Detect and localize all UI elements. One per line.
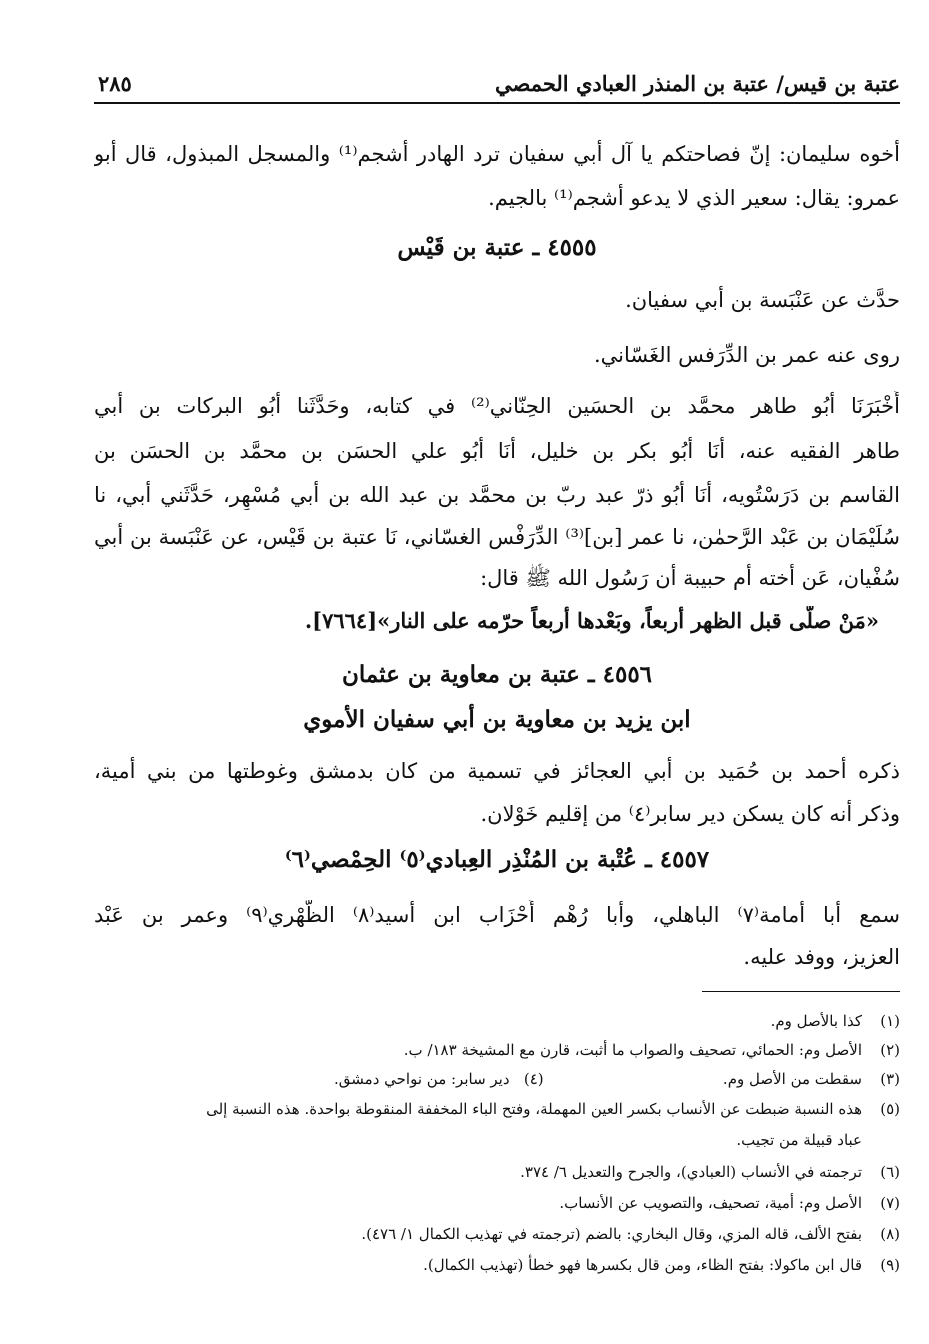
footnote-number: (٩) xyxy=(880,1256,900,1274)
footnote-number: (٣) xyxy=(880,1070,900,1088)
footnote-text: كذا بالأصل وم. xyxy=(770,1012,862,1030)
footnote xyxy=(94,1161,900,1183)
body-line: أخوه سليمان: إنّ فصاحتكم يا آل أبي سفيان ترد الهادر أشجم⁽¹⁾ والمسجل المبذول، قال أبو xyxy=(94,142,900,166)
body-line: أَخْبَرَنَا أبُو طاهر محمَّد بن الحسَين الحِنّاني⁽²⁾ في كتابه، وحَدَّثَنا أبُو البركات بن أبي xyxy=(94,394,900,418)
footnote-number: (٥) xyxy=(880,1100,900,1118)
footnote-number: (٦) xyxy=(880,1163,900,1181)
footnote-number: (١) xyxy=(880,1012,900,1030)
footnote-number: (٨) xyxy=(880,1225,900,1243)
entry-heading-4556-continued: ابن يزيد بن معاوية بن أبي سفيان الأموي xyxy=(303,706,691,733)
page-header xyxy=(94,62,900,104)
hadith-quote: «مَنْ صلّى قبل الظهر أربعاً، وبَعْدها أربعاً حرّمه على النار»[٧٦٦٤]. xyxy=(304,608,879,633)
body-line: القاسم بن دَرَسْتُويه، أنَا أبُو ذرّ عبد ربّ بن محمَّد بن عبد الله بن أبي مُسْهِر، حَدَّثَني أبي، نا xyxy=(94,483,900,507)
body-line: ذكره أحمد بن حُمَيد بن أبي العجائز في تسمية من كان بدمشق وغوطتها من بني أمية، xyxy=(94,759,900,783)
entry-heading-4557: ٤٥٥٧ ـ عُتْبة بن المُنْذِر العِبادي⁽٥⁾ الحِمْصي⁽٦⁾ xyxy=(284,846,710,873)
footnote xyxy=(94,1010,900,1032)
body-line: وذكر أنه كان يسكن دير سابر⁽٤⁾ من إقليم خَوْلان. xyxy=(480,802,900,826)
footnote-inline xyxy=(334,1068,544,1090)
footnote xyxy=(94,1068,900,1090)
footnote xyxy=(94,1254,900,1276)
footnote xyxy=(94,1098,900,1120)
footnote-continuation: عباد قبيلة من تجيب. xyxy=(736,1131,862,1149)
footnote-text: بفتح الألف، قاله المزي، وقال البخاري: بالضم (ترجمته في تهذيب الكمال ١/ ٤٧٦). xyxy=(361,1225,862,1243)
footnote xyxy=(94,1039,900,1061)
body-line: روى عنه عمر بن الدِّرَفس الغَسّاني. xyxy=(593,343,900,367)
running-title: عتبة بن قيس/ عتبة بن المنذر العبادي الحمصي xyxy=(495,71,900,96)
footnote xyxy=(94,1223,900,1245)
footnote-text: الأصل وم: الحمائي، تصحيف والصواب ما أثبت، قارن مع المشيخة ١٨٣/ ب. xyxy=(403,1041,862,1059)
footnote-text: ترجمته في الأنساب (العبادي)، والجرح والتعديل ٦/ ٣٧٤. xyxy=(520,1163,862,1181)
body-line: طاهر الفقيه عنه، أنَا أبُو بكر بن خليل، أنَا أبُو علي الحسَن بن محمَّد بن الحسَن بن xyxy=(94,439,900,463)
footnote-number: (٤) xyxy=(523,1070,544,1088)
footnote xyxy=(94,1192,900,1214)
footnote-divider xyxy=(702,991,900,992)
page-number: ٢٨٥ xyxy=(98,71,132,96)
footnote-text: سقطت من الأصل وم. xyxy=(722,1070,862,1088)
footnote-text: دير سابر: من نواحي دمشق. xyxy=(334,1070,510,1088)
body-line: سُفْيان، عَن أخته أم حبيبة أن رَسُول الله ﷺ قال: xyxy=(480,566,900,590)
body-line: عمرو: يقال: سعير الذي لا يدعو أشجم⁽¹⁾ بالجيم. xyxy=(488,186,900,210)
body-line: حدَّث عن عَنْبَسة بن أبي سفيان. xyxy=(625,288,900,312)
body-line: سُلَيْمَان بن عَبْد الرَّحمٰن، نا عمر [بن]⁽³⁾ الدِّرَفْس الغسّاني، نَا عتبة بن قَيْس، عن عَنْبَسة بن أبي xyxy=(94,525,900,549)
footnote-text: الأصل وم: أمية، تصحيف، والتصويب عن الأنساب. xyxy=(559,1194,862,1212)
footnote-text: هذه النسبة ضبطت عن الأنساب بكسر العين المهملة، وفتح الباء المخففة المنقوطة بواحدة. هذه النسبة إلى xyxy=(206,1100,862,1118)
footnote-number: (٧) xyxy=(880,1194,900,1212)
footnote-text: قال ابن ماكولا: بفتح الظاء، ومن قال بكسرها فهو خطأ (تهذيب الكمال). xyxy=(423,1256,862,1274)
body-line: سمع أبا أمامة⁽٧⁾ الباهلي، وأبا رُهْم أَحْزَاب ابن أسيد⁽٨⁾ الظَّهْري⁽٩⁾ وعمر بن عَبْد xyxy=(94,903,900,927)
entry-heading-4556: ٤٥٥٦ ـ عتبة بن معاوية بن عثمان xyxy=(341,661,653,688)
entry-heading-4555: ٤٥٥٥ ـ عتبة بن قَيْس xyxy=(397,234,597,261)
footnote-number: (٢) xyxy=(880,1041,900,1059)
body-line: العزيز، ووفد عليه. xyxy=(743,945,900,969)
